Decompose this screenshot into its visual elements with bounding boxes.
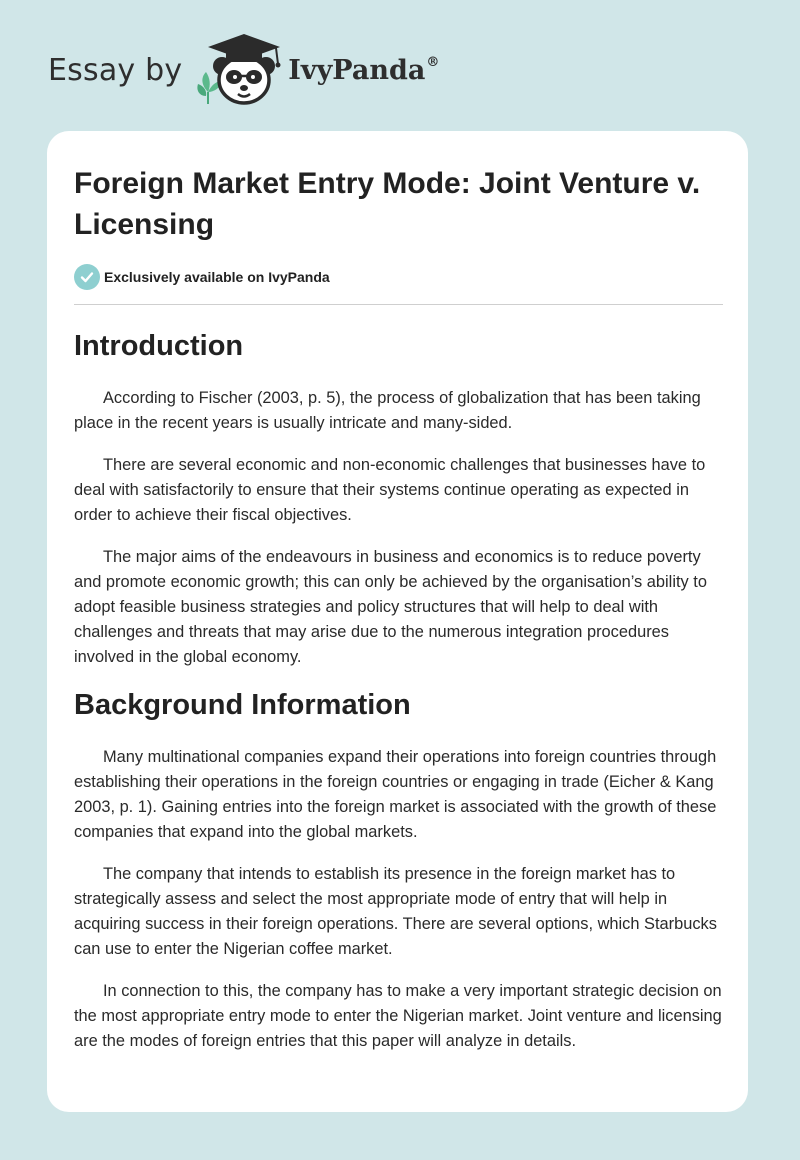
section-heading-background: Background Information bbox=[74, 689, 411, 721]
essay-card bbox=[47, 131, 748, 1112]
check-circle-icon bbox=[74, 264, 100, 290]
brand-name[interactable] bbox=[288, 55, 439, 86]
paragraph: There are several economic and non-economic challenges that businesses have to deal with satisfactorily to ensure that their systems continue operating as expected in order to achieve their fiscal objectives. bbox=[74, 456, 706, 524]
exclusive-badge bbox=[74, 263, 723, 291]
site-header bbox=[48, 30, 439, 110]
exclusive-badge-label: Exclusively available on IvyPanda bbox=[104, 269, 330, 285]
essay-content bbox=[74, 163, 723, 1071]
section-heading-introduction: Introduction bbox=[74, 330, 244, 362]
essay-by-label: Essay by bbox=[48, 52, 183, 88]
panda-graduate-icon[interactable] bbox=[196, 30, 286, 110]
divider bbox=[74, 304, 723, 305]
paragraph: According to Fischer (2003, p. 5), the process of globalization that has been taking place in the recent years is usually intricate and many-sided. bbox=[74, 389, 701, 432]
page-title: Foreign Market Entry Mode: Joint Venture v. Licensing bbox=[74, 167, 701, 241]
paragraph: The company that intends to establish its presence in the foreign market has to strategically assess and select the most appropriate mode of entry that will help in acquiring success in their foreign operations. There are several options, which Starbucks can use to enter the Nigerian coffee market. bbox=[74, 865, 717, 958]
paragraph: The major aims of the endeavours in business and economics is to reduce poverty and promote economic growth; this can only be achieved by the organisation’s ability to adopt feasible business strategies and policy structures that will help to deal with challenges and threats that may arise due to the numerous integration procedures involved in the global economy. bbox=[74, 548, 707, 666]
registered-mark: ® bbox=[426, 54, 440, 70]
paragraph: Many multinational companies expand their operations into foreign countries through establishing their operations in the foreign countries or engaging in trade (Eicher & Kang 2003, p. 1). Gaining entries into the foreign market is associated with the growth of these companies that expand into the global markets. bbox=[74, 748, 717, 841]
brand-text: IvyPanda bbox=[288, 54, 426, 86]
paragraph: In connection to this, the company has to make a very important strategic decision on the most appropriate entry mode to enter the Nigerian market. Joint venture and licensing are the modes of foreign entries that this paper will analyze in details. bbox=[74, 982, 722, 1050]
